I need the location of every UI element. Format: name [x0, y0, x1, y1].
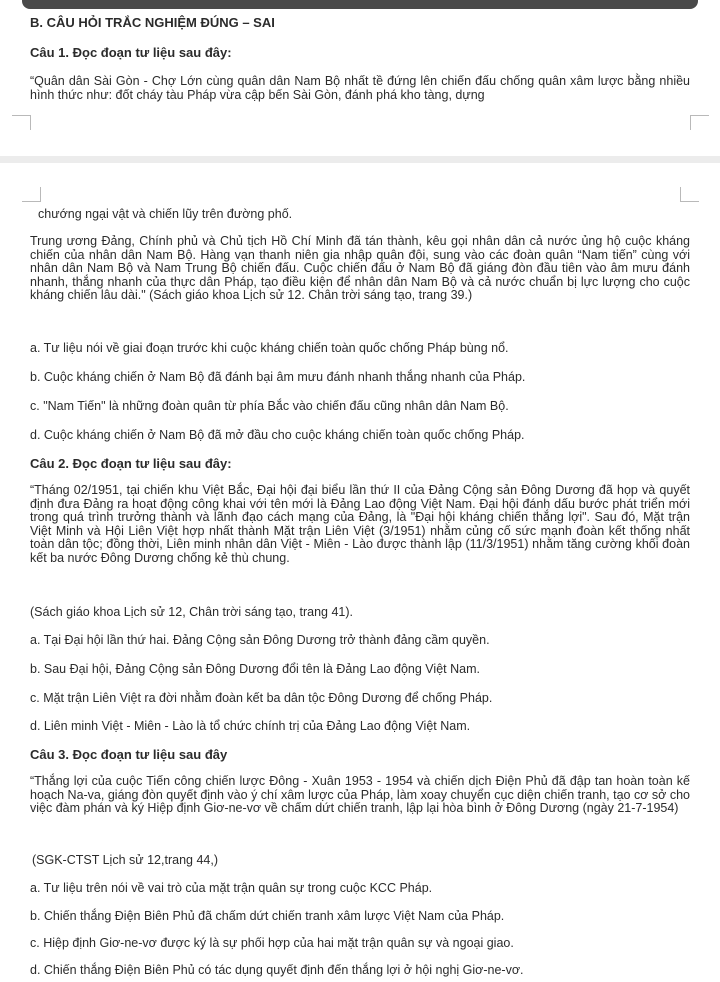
- question-3-option-c: c. Hiệp định Giơ-ne-vơ được ký là sự phối hợp của hai mặt trận quân sự và ngoại giao.: [30, 936, 514, 950]
- question-1-quote-part1: “Quân dân Sài Gòn - Chợ Lớn cùng quân dân Nam Bộ nhất tề đứng lên chiến đấu chống quân xâm lược bằng nhiều hình thức như: đốt cháy tàu Pháp vừa cập bến Sài Gòn, đánh phá kho tàng, dựng: [30, 74, 690, 102]
- page-corner-mark: [12, 115, 31, 130]
- question-3-option-a: a. Tư liệu trên nói về vai trò của mặt trận quân sự trong cuộc KCC Pháp.: [30, 881, 433, 895]
- question-3-title: Câu 3. Đọc đoạn tư liệu sau đây: [30, 747, 228, 762]
- question-3-quote: “Thắng lợi của cuộc Tiến công chiến lược Đông - Xuân 1953 - 1954 và chiến dịch Điện Phủ đã đập tan hoàn toàn kế hoạch Na-va, giáng đòn quyết định vào ý chí xâm lược của Pháp, làm xoay chuyển cục diện chiến tranh, tạo cơ sở cho việc đàm phán và ký Hiệp định Giơ-ne-vơ về chấm dứt chiến tranh, lập lại hòa bình ở Đông Dương (ngày 21-7-1954): [30, 774, 690, 816]
- question-2-title: Câu 2. Đọc đoạn tư liệu sau đây:: [30, 456, 232, 471]
- question-3-option-d: d. Chiến thắng Điện Biên Phủ có tác dụng quyết định đến thắng lợi ở hội nghị Giơ-ne-vơ.: [30, 963, 524, 977]
- page-corner-mark: [680, 187, 699, 202]
- page-break: [0, 156, 720, 163]
- question-1-title: Câu 1. Đọc đoạn tư liệu sau đây:: [30, 45, 232, 60]
- question-3-option-b: b. Chiến thắng Điện Biên Phủ đã chấm dứt chiến tranh xâm lược Việt Nam của Pháp.: [30, 909, 505, 923]
- question-1-option-a: a. Tư liệu nói về giai đoạn trước khi cuộc kháng chiến toàn quốc chống Pháp bùng nổ.: [30, 341, 509, 355]
- question-1-option-b: b. Cuộc kháng chiến ở Nam Bộ đã đánh bại âm mưu đánh nhanh thắng nhanh của Pháp.: [30, 370, 526, 384]
- question-1-option-d: d. Cuộc kháng chiến ở Nam Bộ đã mở đầu cho cuộc kháng chiến toàn quốc chống Pháp.: [30, 428, 525, 442]
- top-scroll-bar: [22, 0, 698, 9]
- question-1-quote-part2-first-line: chướng ngại vật và chiến lũy trên đường phố.: [38, 207, 293, 221]
- question-2-option-d: d. Liên minh Việt - Miên - Lào là tổ chức chính trị của Đảng Lao động Việt Nam.: [30, 719, 471, 733]
- question-2-option-c: c. Mặt trận Liên Việt ra đời nhằm đoàn kết ba dân tộc Đông Dương để chống Pháp.: [30, 691, 493, 705]
- question-2-option-b: b. Sau Đại hội, Đảng Cộng sản Đông Dương đổi tên là Đảng Lao động Việt Nam.: [30, 662, 480, 676]
- question-2-quote: “Tháng 02/1951, tại chiến khu Việt Bắc, Đại hội đại biểu lần thứ II của Đảng Cộng sản Đông Dương đã họp và quyết định đưa Đảng ra hoạt động công khai với tên mới là Đảng Lao động Việt Nam. Đại hội đánh dấu bước phát triển mới trong quá trình trưởng thành và lãnh đạo cách mạng của Đảng, là "Đại hội kháng chiến thắng lợi". Sau đó, Mặt trận Việt Minh và Hội Liên Việt hợp nhất thành Mặt trận Liên Việt (3/1951) nhằm củng cố sức mạnh đoàn kết thống nhất toàn dân tộc; đồng thời, Liên minh nhân dân Việt - Miên - Lào được thành lập (11/3/1951) nhằm tăng cường khối đoàn kết ba nước Đông Dương chống kẻ thù chung.: [30, 483, 690, 565]
- question-1-quote-part2: Trung ương Đảng, Chính phủ và Chủ tịch Hồ Chí Minh đã tán thành, kêu gọi nhân dân cả nước ủng hộ cuộc kháng chiến của nhân dân Nam Bộ. Hàng vạn thanh niên gia nhập quân đội, sung vào các đoàn quân “Nam tiến” cùng với nhân dân Nam Bộ và Nam Trung Bộ chiến đấu. Cuộc chiến đấu ở Nam Bộ đã giáng đòn đầu tiên vào âm mưu đánh nhanh, thắng nhanh của thực dân Pháp, tạo điều kiện để nhân dân Nam Bộ và cả nước chuẩn bị lực lượng cho cuộc kháng chiến lâu dài." (Sách giáo khoa Lịch sử 12. Chân trời sáng tạo, trang 39.): [30, 234, 690, 303]
- question-2-source: (Sách giáo khoa Lịch sử 12, Chân trời sáng tạo, trang 41).: [30, 605, 353, 619]
- question-2-option-a: a. Tại Đại hội lần thứ hai. Đảng Cộng sản Đông Dương trở thành đảng cầm quyền.: [30, 633, 490, 647]
- page-corner-mark: [22, 187, 41, 202]
- section-title: B. CÂU HỎI TRẮC NGHIỆM ĐÚNG – SAI: [30, 15, 275, 30]
- question-3-source: (SGK-CTST Lịch sử 12,trang 44,): [32, 853, 218, 867]
- question-1-option-c: c. "Nam Tiến" là những đoàn quân từ phía Bắc vào chiến đấu cũng nhân dân Nam Bộ.: [30, 399, 509, 413]
- page-corner-mark: [690, 115, 709, 130]
